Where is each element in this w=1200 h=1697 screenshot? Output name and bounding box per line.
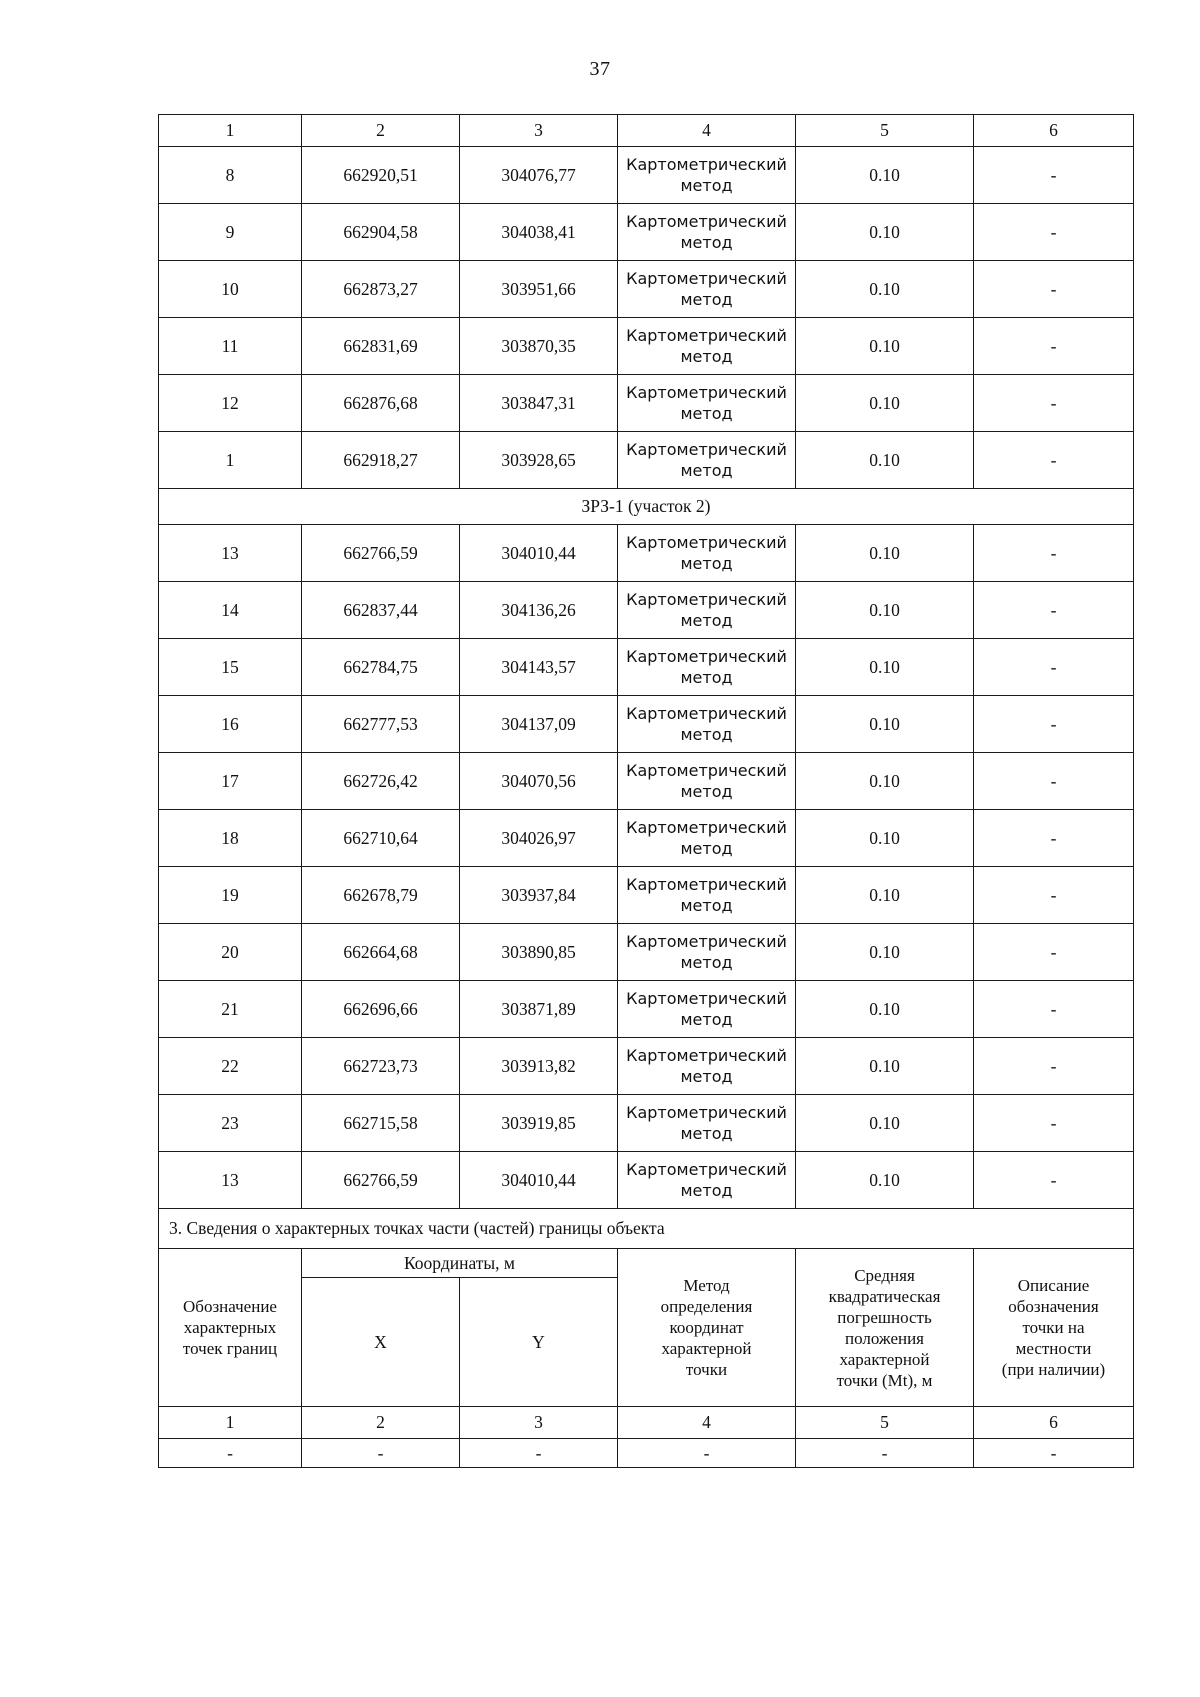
method-cell (618, 867, 796, 924)
mean-error: 0.10 (796, 1038, 974, 1095)
x-coordinate: 662831,69 (302, 318, 460, 375)
mean-error: 0.10 (796, 867, 974, 924)
point-number: 13 (159, 525, 302, 582)
header-line: определения (660, 1297, 753, 1316)
column-number: 2 (302, 115, 460, 147)
column-number-row (159, 115, 1134, 147)
table-row (159, 432, 1134, 489)
header-line: (при наличии) (1001, 1360, 1106, 1379)
point-description: - (974, 582, 1134, 639)
point-description: - (974, 1095, 1134, 1152)
header-point-designation (159, 1249, 302, 1407)
method-line: метод (680, 839, 733, 858)
table-row (159, 204, 1134, 261)
mean-error: 0.10 (796, 753, 974, 810)
method-cell (618, 261, 796, 318)
empty-cell: - (974, 1439, 1134, 1468)
column-number-row-2 (159, 1407, 1134, 1439)
mean-error: 0.10 (796, 1152, 974, 1209)
method-line: метод (680, 1010, 733, 1029)
point-description: - (974, 981, 1134, 1038)
empty-cell: - (460, 1439, 618, 1468)
section-3-row (159, 1209, 1134, 1249)
x-coordinate: 662918,27 (302, 432, 460, 489)
method-line: Картометрический (626, 383, 787, 402)
mean-error: 0.10 (796, 261, 974, 318)
point-number: 18 (159, 810, 302, 867)
method-line: метод (680, 668, 733, 687)
header-line: точки (685, 1360, 728, 1379)
method-line: метод (680, 1124, 733, 1143)
y-coordinate: 303890,85 (460, 924, 618, 981)
mean-error: 0.10 (796, 639, 974, 696)
point-number: 19 (159, 867, 302, 924)
header-mean-error (796, 1249, 974, 1407)
y-coordinate: 304136,26 (460, 582, 618, 639)
mean-error: 0.10 (796, 432, 974, 489)
point-number: 16 (159, 696, 302, 753)
method-line: Картометрический (626, 989, 787, 1008)
page-number: 37 (589, 58, 611, 80)
column-number: 4 (618, 115, 796, 147)
column-number: 4 (618, 1407, 796, 1439)
point-description: - (974, 1152, 1134, 1209)
y-coordinate: 304143,57 (460, 639, 618, 696)
mean-error: 0.10 (796, 582, 974, 639)
table-row (159, 582, 1134, 639)
method-line: Картометрический (626, 818, 787, 837)
y-coordinate: 304137,09 (460, 696, 618, 753)
column-number: 6 (974, 1407, 1134, 1439)
x-coordinate: 662726,42 (302, 753, 460, 810)
section-row (159, 489, 1134, 525)
column-number: 3 (460, 1407, 618, 1439)
point-number: 23 (159, 1095, 302, 1152)
x-coordinate: 662777,53 (302, 696, 460, 753)
method-line: Картометрический (626, 1046, 787, 1065)
table-row (159, 696, 1134, 753)
header-line: погрешность (837, 1307, 932, 1327)
mean-error: 0.10 (796, 810, 974, 867)
method-cell (618, 204, 796, 261)
header-line: точки на (1022, 1318, 1085, 1337)
method-cell (618, 318, 796, 375)
y-coordinate: 304010,44 (460, 1152, 618, 1209)
header-line: положения (844, 1328, 924, 1348)
method-cell (618, 924, 796, 981)
header-x: X (302, 1278, 460, 1407)
y-coordinate: 304010,44 (460, 525, 618, 582)
mean-error: 0.10 (796, 375, 974, 432)
method-cell (618, 147, 796, 204)
empty-cell: - (302, 1439, 460, 1468)
method-line: Картометрический (626, 932, 787, 951)
method-cell (618, 639, 796, 696)
method-cell (618, 525, 796, 582)
method-line: метод (680, 233, 733, 252)
table-row (159, 318, 1134, 375)
x-coordinate: 662696,66 (302, 981, 460, 1038)
point-number: 10 (159, 261, 302, 318)
point-description: - (974, 810, 1134, 867)
x-coordinate: 662873,27 (302, 261, 460, 318)
point-description: - (974, 432, 1134, 489)
point-description: - (974, 924, 1134, 981)
point-number: 17 (159, 753, 302, 810)
method-line: Картометрический (626, 1103, 787, 1122)
point-number: 14 (159, 582, 302, 639)
header-line: Обозначение (183, 1297, 277, 1316)
x-coordinate: 662920,51 (302, 147, 460, 204)
method-line: метод (680, 896, 733, 915)
table-row (159, 810, 1134, 867)
table-row (159, 261, 1134, 318)
header-line: квадратическая (828, 1286, 941, 1306)
header-method (618, 1249, 796, 1407)
column-number: 5 (796, 1407, 974, 1439)
y-coordinate: 304076,77 (460, 147, 618, 204)
y-coordinate: 303937,84 (460, 867, 618, 924)
point-description: - (974, 696, 1134, 753)
point-description: - (974, 261, 1134, 318)
mean-error: 0.10 (796, 204, 974, 261)
point-number: 8 (159, 147, 302, 204)
method-cell (618, 696, 796, 753)
table-row (159, 867, 1134, 924)
point-description: - (974, 525, 1134, 582)
header-description (974, 1249, 1134, 1407)
coordinates-table-body (159, 115, 1134, 1468)
header-line: характерной (839, 1349, 930, 1369)
y-coordinate: 303928,65 (460, 432, 618, 489)
method-line: Картометрический (626, 590, 787, 609)
point-number: 1 (159, 432, 302, 489)
header-line: координат (669, 1318, 744, 1337)
header-line: Средняя (854, 1265, 915, 1285)
header-y: Y (460, 1278, 618, 1407)
mean-error: 0.10 (796, 318, 974, 375)
method-line: Картометрический (626, 269, 787, 288)
header-line: обозначения (1008, 1297, 1099, 1316)
header-row (159, 1249, 1134, 1278)
y-coordinate: 304070,56 (460, 753, 618, 810)
empty-data-row (159, 1439, 1134, 1468)
header-line: Метод (683, 1276, 730, 1295)
table-row (159, 639, 1134, 696)
y-coordinate: 303870,35 (460, 318, 618, 375)
method-cell (618, 810, 796, 867)
method-line: метод (680, 461, 733, 480)
method-line: метод (680, 290, 733, 309)
method-line: Картометрический (626, 533, 787, 552)
x-coordinate: 662723,73 (302, 1038, 460, 1095)
method-line: метод (680, 404, 733, 423)
method-line: метод (680, 1181, 733, 1200)
method-line: Картометрический (626, 326, 787, 345)
x-coordinate: 662766,59 (302, 1152, 460, 1209)
method-cell (618, 1038, 796, 1095)
method-cell (618, 432, 796, 489)
x-coordinate: 662664,68 (302, 924, 460, 981)
method-line: Картометрический (626, 875, 787, 894)
header-line: характерной (661, 1339, 752, 1358)
y-coordinate: 303847,31 (460, 375, 618, 432)
table-row (159, 525, 1134, 582)
x-coordinate: 662678,79 (302, 867, 460, 924)
method-line: метод (680, 554, 733, 573)
mean-error: 0.10 (796, 147, 974, 204)
y-coordinate: 304026,97 (460, 810, 618, 867)
column-number: 5 (796, 115, 974, 147)
table-row (159, 375, 1134, 432)
table-row (159, 1095, 1134, 1152)
x-coordinate: 662710,64 (302, 810, 460, 867)
point-number: 13 (159, 1152, 302, 1209)
point-number: 11 (159, 318, 302, 375)
method-line: Картометрический (626, 761, 787, 780)
point-description: - (974, 147, 1134, 204)
method-line: метод (680, 176, 733, 195)
method-line: метод (680, 953, 733, 972)
table-row (159, 924, 1134, 981)
point-description: - (974, 1038, 1134, 1095)
y-coordinate: 303913,82 (460, 1038, 618, 1095)
method-line: метод (680, 782, 733, 801)
column-number: 1 (159, 1407, 302, 1439)
method-cell (618, 1152, 796, 1209)
method-line: метод (680, 347, 733, 366)
column-number: 2 (302, 1407, 460, 1439)
method-cell (618, 1095, 796, 1152)
x-coordinate: 662837,44 (302, 582, 460, 639)
x-coordinate: 662904,58 (302, 204, 460, 261)
empty-cell: - (618, 1439, 796, 1468)
y-coordinate: 303919,85 (460, 1095, 618, 1152)
empty-cell: - (159, 1439, 302, 1468)
point-description: - (974, 204, 1134, 261)
header-line: точки (Mt), м (836, 1370, 933, 1390)
method-line: Картометрический (626, 155, 787, 174)
point-description: - (974, 867, 1134, 924)
method-line: метод (680, 611, 733, 630)
point-number: 9 (159, 204, 302, 261)
x-coordinate: 662766,59 (302, 525, 460, 582)
mean-error: 0.10 (796, 981, 974, 1038)
mean-error: 0.10 (796, 924, 974, 981)
point-number: 12 (159, 375, 302, 432)
method-line: Картометрический (626, 212, 787, 231)
y-coordinate: 304038,41 (460, 204, 618, 261)
section-3-title: 3. Сведения о характерных точках части (частей) границы объекта (159, 1209, 1134, 1249)
y-coordinate: 303951,66 (460, 261, 618, 318)
method-line: Картометрический (626, 440, 787, 459)
section-title: ЗРЗ-1 (участок 2) (159, 489, 1134, 525)
method-line: Картометрический (626, 647, 787, 666)
coordinates-table (158, 114, 1134, 1468)
point-number: 20 (159, 924, 302, 981)
column-number: 6 (974, 115, 1134, 147)
header-line: Описание (1017, 1276, 1090, 1295)
method-cell (618, 981, 796, 1038)
header-line: точек границ (182, 1339, 278, 1358)
point-description: - (974, 375, 1134, 432)
point-number: 15 (159, 639, 302, 696)
y-coordinate: 303871,89 (460, 981, 618, 1038)
point-description: - (974, 639, 1134, 696)
point-number: 21 (159, 981, 302, 1038)
point-description: - (974, 318, 1134, 375)
table-row (159, 1152, 1134, 1209)
header-coordinates: Координаты, м (302, 1249, 618, 1278)
table-row (159, 147, 1134, 204)
method-cell (618, 753, 796, 810)
x-coordinate: 662784,75 (302, 639, 460, 696)
point-number: 22 (159, 1038, 302, 1095)
header-line: местности (1015, 1339, 1092, 1358)
x-coordinate: 662876,68 (302, 375, 460, 432)
table-row (159, 753, 1134, 810)
table-row (159, 1038, 1134, 1095)
method-line: метод (680, 1067, 733, 1086)
mean-error: 0.10 (796, 1095, 974, 1152)
header-line: характерных (183, 1318, 277, 1337)
mean-error: 0.10 (796, 525, 974, 582)
point-description: - (974, 753, 1134, 810)
x-coordinate: 662715,58 (302, 1095, 460, 1152)
method-line: Картометрический (626, 1160, 787, 1179)
method-cell (618, 582, 796, 639)
column-number: 3 (460, 115, 618, 147)
table-row (159, 981, 1134, 1038)
mean-error: 0.10 (796, 696, 974, 753)
method-cell (618, 375, 796, 432)
column-number: 1 (159, 115, 302, 147)
method-line: Картометрический (626, 704, 787, 723)
empty-cell: - (796, 1439, 974, 1468)
method-line: метод (680, 725, 733, 744)
